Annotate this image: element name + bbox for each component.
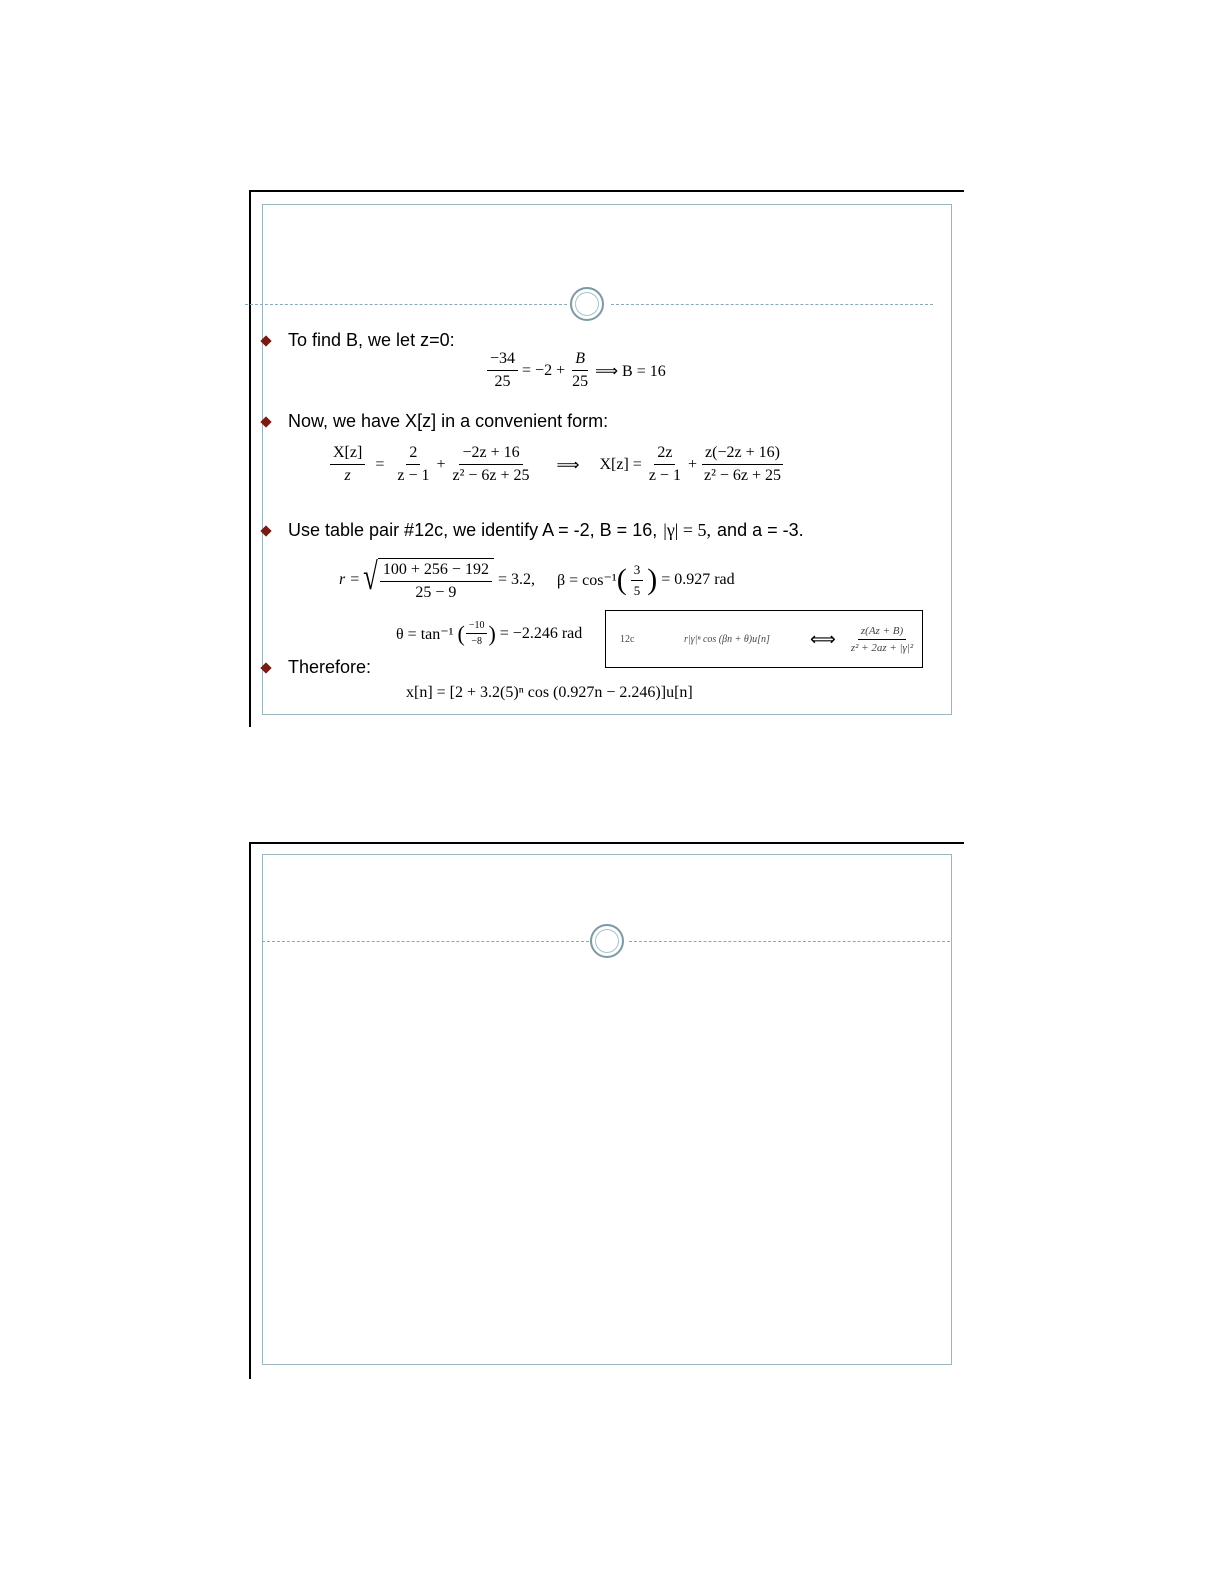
- slide-2: [249, 842, 964, 1379]
- paren-close: ): [488, 620, 496, 646]
- math-text: X[z] =: [599, 455, 642, 473]
- frac-den: 25: [494, 373, 511, 390]
- math-text: = −2.246 rad: [499, 624, 583, 642]
- bullet-table-pair: [259, 520, 804, 541]
- bullet-convenient-form: [259, 411, 608, 432]
- transform-table-pair: [605, 610, 923, 668]
- final-result: [406, 684, 693, 702]
- frac-den: 25: [572, 373, 589, 390]
- bullet-text: To find B, we let z=0:: [288, 330, 455, 350]
- bullet-text: Now, we have X[z] in a convenient form:: [288, 411, 609, 431]
- frac-num: B: [572, 350, 588, 371]
- frac-den: 5: [633, 582, 641, 598]
- divider-right: [629, 941, 950, 942]
- math-text: x[n] = [2 + 3.2(5)ⁿ cos (0.927n − 2.246)]u[n]: [406, 684, 693, 701]
- frac-den: 25 − 9: [415, 584, 457, 601]
- math-text: r =: [339, 571, 361, 588]
- math-text: β = cos⁻¹: [556, 572, 617, 589]
- divider-left: [245, 304, 567, 305]
- bullet-diamond-icon: [260, 335, 271, 346]
- frac-num: z(Az + B): [858, 625, 906, 640]
- math-op: ⟹: [556, 456, 580, 474]
- equation-xz: [326, 444, 788, 485]
- bullet-text: Use table pair #12c, we identify A = -2, B = 16,: [288, 520, 658, 540]
- frac-num: X[z]: [330, 444, 365, 465]
- bullet-diamond-icon: [260, 416, 271, 427]
- frac-num: −10: [466, 620, 488, 634]
- bullet-text: Therefore:: [288, 657, 372, 677]
- math-text: = −2 +: [522, 361, 566, 379]
- paren-close: ): [647, 563, 658, 596]
- math-text: = 0.927 rad: [661, 571, 735, 588]
- bullet-text: and a = -3.: [717, 520, 804, 540]
- frac-num: 100 + 256 − 192: [380, 561, 492, 582]
- bullet-find-b: [259, 330, 455, 351]
- frac-den: z − 1: [397, 467, 430, 484]
- frac-num: 3: [631, 562, 644, 581]
- math-text: ⟹ B = 16: [595, 362, 666, 380]
- math-text: θ = tan⁻¹: [396, 625, 454, 643]
- frac-num: z(−2z + 16): [702, 444, 783, 465]
- frac-den: z² + 2az + |γ|²: [850, 641, 914, 654]
- frac-num: 2: [406, 444, 420, 465]
- slide-ornament-circle: [590, 924, 624, 958]
- frac-den: z: [344, 467, 351, 484]
- math-op: =: [375, 455, 385, 473]
- frac-den: −8: [471, 636, 482, 647]
- table-pair-arrow: ⟺: [810, 628, 836, 649]
- paren-open: (: [616, 563, 627, 596]
- slide-1: [249, 190, 964, 727]
- frac-num: 2z: [654, 444, 675, 465]
- divider-right: [611, 304, 933, 305]
- math-text: = 3.2,: [497, 571, 535, 588]
- table-pair-time: r|γ|ⁿ cos (βn + θ)u[n]: [684, 633, 770, 645]
- equation-theta: [396, 620, 582, 647]
- sqrt: [360, 558, 494, 602]
- equation-r-beta: [339, 558, 735, 602]
- bullet-diamond-icon: [260, 525, 271, 536]
- sqrt-sign: √: [363, 556, 378, 598]
- slide-ornament-circle: [570, 287, 604, 321]
- frac-den: z² − 6z + 25: [703, 467, 782, 484]
- paren-open: (: [457, 620, 465, 646]
- frac-den: z − 1: [648, 467, 681, 484]
- bullet-diamond-icon: [260, 662, 271, 673]
- table-pair-id: 12c: [620, 633, 635, 645]
- frac-num: −34: [487, 350, 518, 371]
- bullet-math: |γ| = 5,: [663, 520, 712, 540]
- frac-num: −2z + 16: [459, 444, 522, 465]
- math-op: +: [436, 455, 446, 473]
- equation-b: [483, 350, 666, 391]
- math-op: +: [687, 455, 697, 473]
- bullet-therefore: [259, 657, 371, 678]
- frac-den: z² − 6z + 25: [452, 467, 530, 484]
- divider-left: [262, 941, 589, 942]
